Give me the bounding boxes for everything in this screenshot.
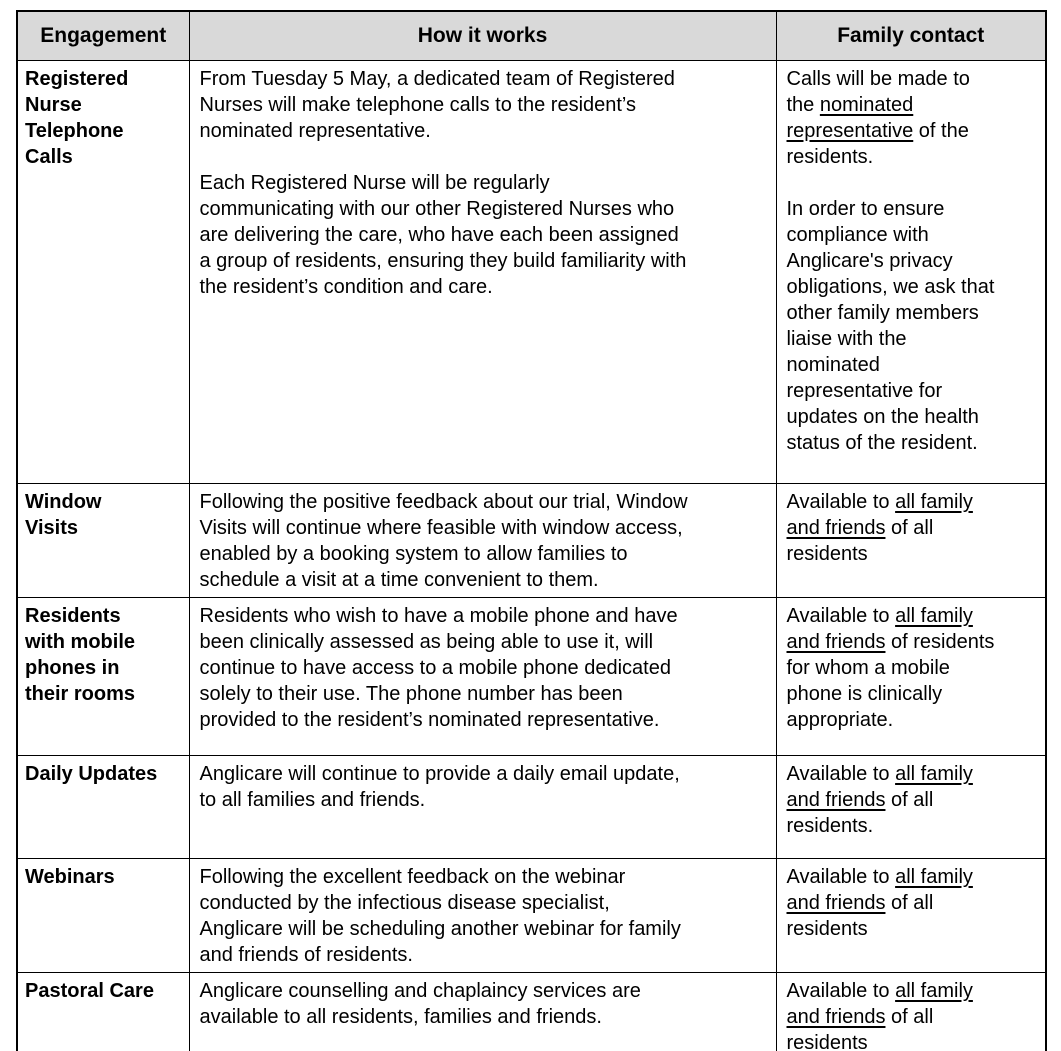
table-row-webinars [17, 859, 1046, 973]
how-it-works-cell: Anglicare counselling and chaplaincy services are available to all residents, families and friends. [189, 973, 776, 1051]
how-it-works-cell: Following the positive feedback about our trial, Window Visits will continue where feasible with window access, enabled by a booking system to allow families to schedule a visit at a time convenient to them. [189, 484, 776, 598]
family-contact-cell: Available to all family and friends of all residents [776, 859, 1046, 973]
family-contact-cell: Available to all family and friends of all residents. [776, 756, 1046, 859]
column-header-how-it-works: How it works [189, 11, 776, 61]
table-row-window-visits [17, 484, 1046, 598]
engagement-cell: Residents with mobile phones in their rooms [17, 598, 189, 756]
how-it-works-cell: Residents who wish to have a mobile phone and have been clinically assessed as being able to use it, will continue to have access to a mobile phone dedicated solely to their use. The phone number has been provided to the resident’s nominated representative. [189, 598, 776, 756]
engagement-cell: Pastoral Care [17, 973, 189, 1051]
family-contact-cell: Available to all family and friends of all residents [776, 973, 1046, 1051]
table-row-residents-with-mobile-phones [17, 598, 1046, 756]
table-row-registered-nurse-telephone-calls [17, 61, 1046, 484]
engagement-cell: Daily Updates [17, 756, 189, 859]
engagement-table [16, 10, 1047, 1051]
how-it-works-cell: Anglicare will continue to provide a daily email update, to all families and friends. [189, 756, 776, 859]
engagement-cell: Registered Nurse Telephone Calls [17, 61, 189, 484]
engagement-cell: Webinars [17, 859, 189, 973]
family-contact-cell: Available to all family and friends of residents for whom a mobile phone is clinically appropriate. [776, 598, 1046, 756]
header-row [17, 11, 1046, 61]
column-header-family-contact: Family contact [776, 11, 1046, 61]
column-header-engagement: Engagement [17, 11, 189, 61]
family-contact-cell: Calls will be made to the nominated representative of the residents. In order to ensure compliance with Anglicare's privacy obligations, we ask that other family members liaise with the nominated representative for updates on the health status of the resident. [776, 61, 1046, 484]
family-contact-cell: Available to all family and friends of all residents [776, 484, 1046, 598]
how-it-works-cell: Following the excellent feedback on the webinar conducted by the infectious disease specialist, Anglicare will be scheduling another webinar for family and friends of residents. [189, 859, 776, 973]
engagement-cell: Window Visits [17, 484, 189, 598]
how-it-works-cell: From Tuesday 5 May, a dedicated team of Registered Nurses will make telephone calls to the resident’s nominated representative. Each Registered Nurse will be regularly communicating with our other Registered Nurses who are delivering the care, who have each been assigned a group of residents, ensuring they build familiarity with the resident’s condition and care. [189, 61, 776, 484]
table-row-pastoral-care [17, 973, 1046, 1051]
table-row-daily-updates [17, 756, 1046, 859]
